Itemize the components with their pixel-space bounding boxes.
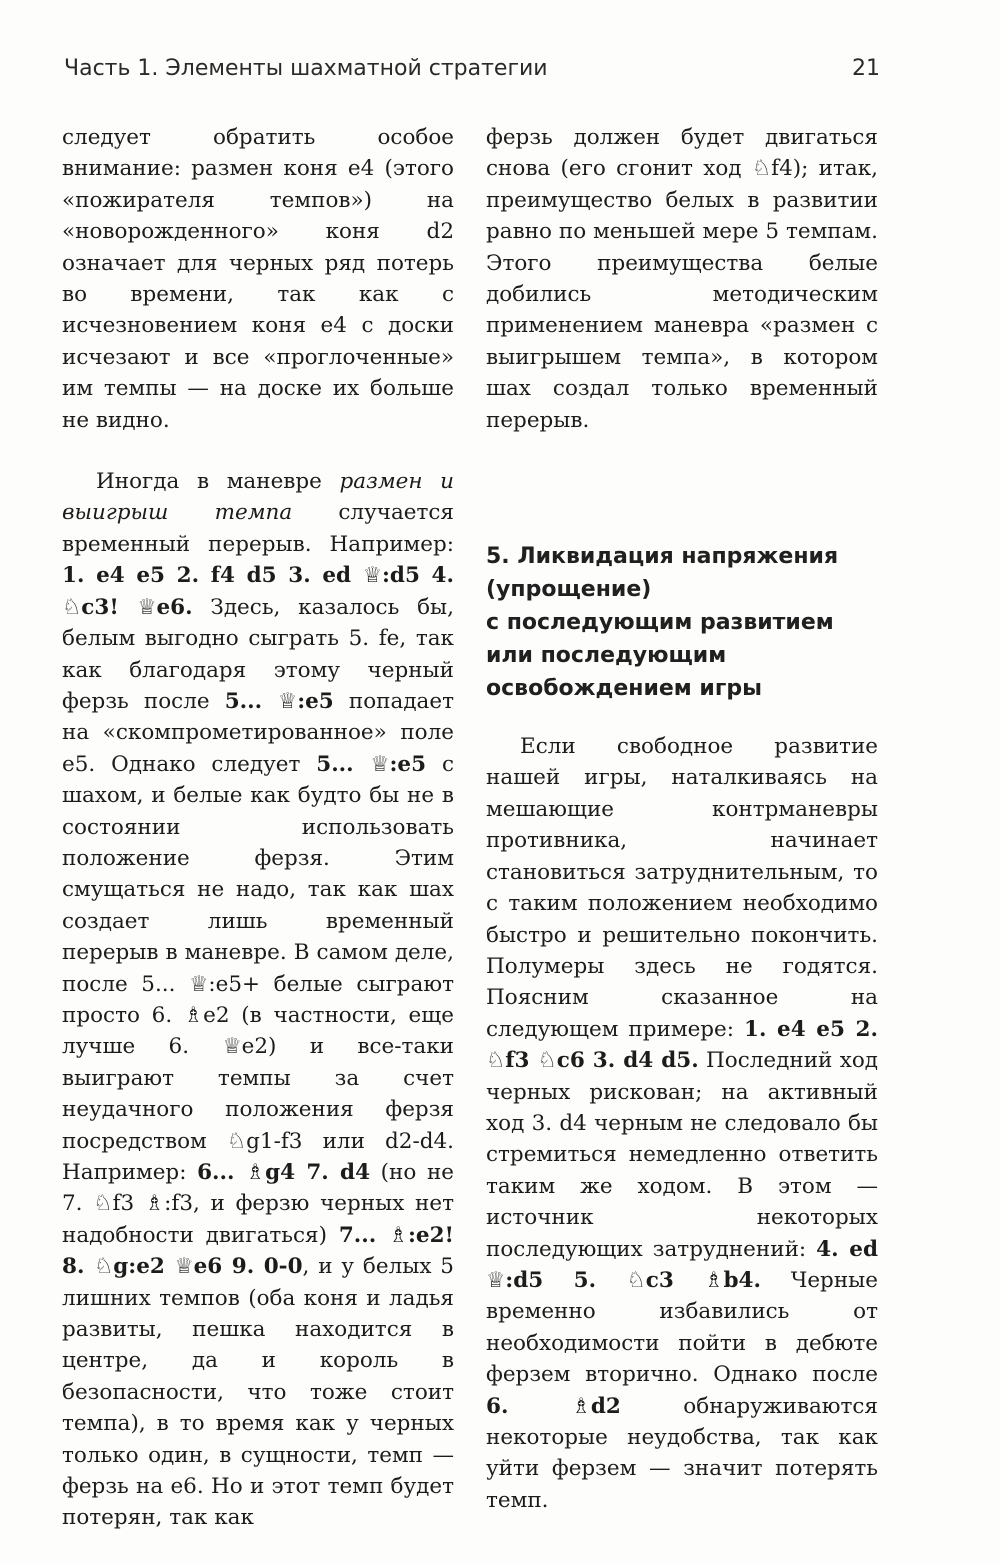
queen-icon: ♕ (277, 688, 298, 714)
running-head (64, 56, 880, 81)
queen-icon: ♕ (222, 1034, 242, 1060)
left-column (62, 122, 454, 1534)
page-number: 21 (852, 56, 880, 81)
term: размен и выигрыш темпа (62, 469, 455, 526)
bishop-icon: ♗ (144, 1191, 165, 1217)
right-column (486, 122, 878, 1516)
queen-icon: ♕ (189, 971, 209, 997)
move-notation: 4. ed ♕:d5 5. ♘c3 ♗b4. (486, 1236, 878, 1293)
move-notation: 6... ♗g4 7. d4 (197, 1160, 371, 1185)
paragraph: ферзь должен будет двигаться снова (его сгонит ход ♘f4); итак, преимущество белых в развитии равно по меньшей мере 5 темпам. Этого преимущества белые добились методическим применением маневра «размен с выигрышем темпа», в котором шах создал только временный перерыв. (486, 125, 878, 433)
move-notation: 5... ♕:e5 (316, 751, 427, 777)
move-notation: 1. е4 е5 2. ♘f3 ♘c6 3. d4 d5. (486, 1016, 879, 1074)
move-notation: 1. е4 е5 2. f4 d5 3. ed ♕:d5 4. ♘c3! ♕e6. (62, 563, 455, 620)
knight-icon: ♘ (626, 1267, 646, 1293)
knight-icon: ♘ (486, 1048, 506, 1074)
knight-icon: ♘ (62, 594, 82, 620)
section-title: 5. Ликвидация напряжения (упрощение) с последующим развитием или последующим освобождением игры (486, 544, 839, 702)
paragraph: Если свободное развитие нашей игры, наталкиваясь на мешающие контрманевры противника, начинает становиться затруднительным, то с таким положением необходимо быстро и решительно покончить. Полумеры здесь не годятся. Поясним сказанное на следующем примере: 1. е4 е5 2. ♘f3 ♘c6 3. d4 d5. Последний ход черных рискован; на активный ход 3. d4 черным не следовало бы стремиться немедленно ответить таким же ходом. В этом — источник некоторых последующих затруднений: 4. ed ♕:d5 5. ♘c3 ♗b4. Черные временно избавились от необходимости пойти в дебюте ферзем вторично. Однако после 6. ♗d2 обнаруживаются некоторые неудобства, так как уйти ферзем — значит потерять темп. (486, 734, 879, 1513)
knight-icon: ♘ (93, 1191, 113, 1217)
queen-icon: ♕ (137, 594, 157, 620)
knight-icon: ♘ (751, 156, 772, 182)
bishop-icon: ♗ (245, 1160, 266, 1185)
running-title: Часть 1. Элементы шахматной стратегии (64, 56, 548, 81)
move-notation: 5... ♕:e5 (224, 688, 334, 714)
queen-icon: ♕ (362, 563, 382, 589)
paragraph: следует обратить особое внимание: размен коня е4 (этого «пожирателя темпов») на «новорожденного» коня d2 означает для черных ряд потерь во времени, так как с исчезновением коня е4 с доски исчезают и все «проглоченные» им темпы — на доске их больше не видно. (62, 125, 454, 433)
knight-icon: ♘ (226, 1128, 247, 1154)
knight-icon: ♘ (93, 1254, 114, 1280)
bishop-icon: ♗ (388, 1222, 408, 1248)
move-notation: 6. ♗d2 (486, 1393, 621, 1419)
queen-icon: ♕ (370, 751, 390, 777)
knight-icon: ♘ (537, 1048, 557, 1074)
bishop-icon: ♗ (183, 1002, 204, 1028)
move-notation: 7... ♗:e2! 8. ♘g:e2 ♕e6 9. 0-0 (62, 1222, 454, 1280)
bishop-icon: ♗ (704, 1267, 724, 1293)
queen-icon: ♕ (486, 1267, 506, 1293)
queen-icon: ♕ (174, 1254, 194, 1280)
bishop-icon: ♗ (571, 1393, 591, 1419)
paragraph: Иногда в маневре размен и выигрыш темпа случается временный перерыв. Например: 1. е4 е5 2. f4 d5 3. ed ♕:d5 4. ♘c3! ♕e6. Здесь, казалось бы, белым выгодно сыграть 5. fe, так как благодаря этому черный ферзь после 5... ♕:e5 попадает на «скомпрометированное» поле е5. Однако следует 5... ♕:e5 с шахом, и белые как будто бы не в состоянии использовать положение ферзя. Этим смущаться не надо, так как шах создает лишь временный перерыв в маневре. В самом деле, после 5... ♕:е5+ белые сыграют просто 6. ♗e2 (в частности, еще лучше 6. ♕e2) и все-таки выиграют темпы за счет неудачного положения ферзя посредством ♘g1-f3 или d2-d4. Например: 6... ♗g4 7. d4 (но не 7. ♘f3 ♗:f3, и ферзю черных нет надобности двигаться) 7... ♗:e2! 8. ♘g:e2 ♕e6 9. 0-0, и у белых 5 лишних темпов (оба коня и ладья развиты, пешка находится в центре, да и король в безопасности, что тоже стоит темпа), в то время как у черных только один, в сущности, темп — ферзь на е6. Но и этот темп будет потерян, так как (62, 469, 455, 1531)
